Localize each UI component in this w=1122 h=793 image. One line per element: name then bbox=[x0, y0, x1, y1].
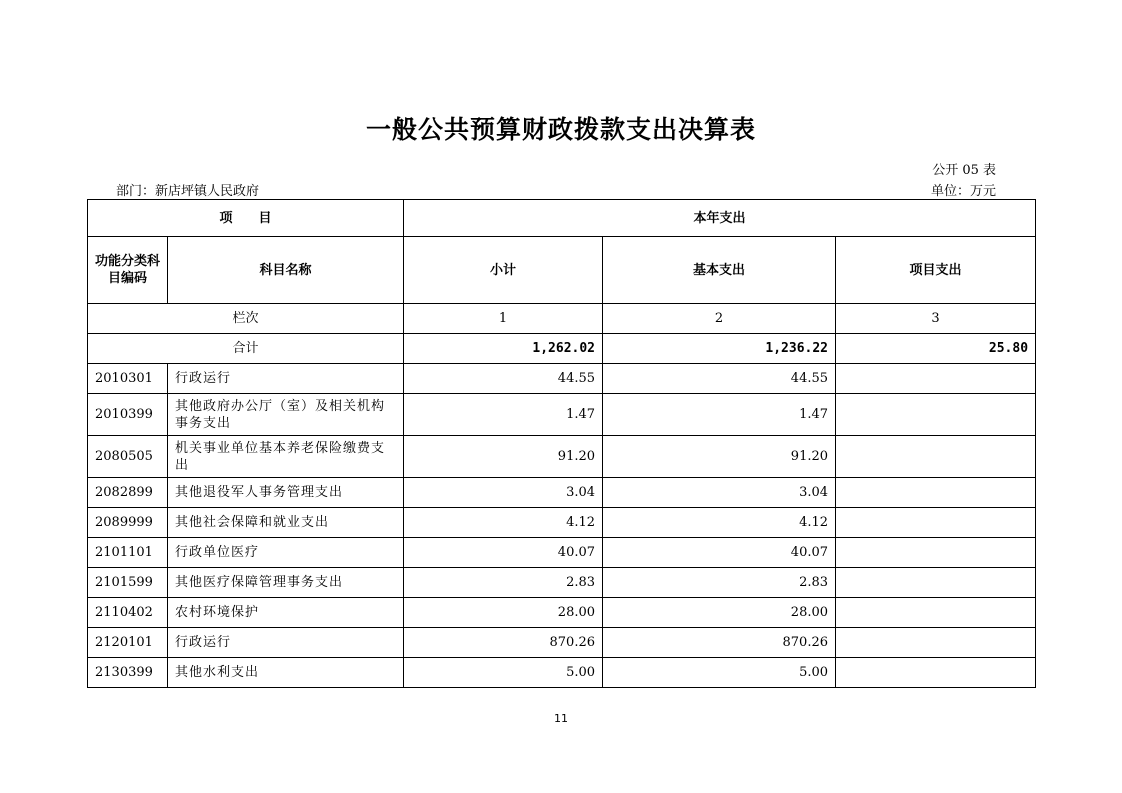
row-name: 行政单位医疗 bbox=[168, 538, 404, 568]
row-basic: 2.83 bbox=[603, 568, 836, 598]
row-subtotal: 2.83 bbox=[404, 568, 603, 598]
table-row bbox=[88, 628, 1036, 658]
row-subtotal: 1.47 bbox=[404, 394, 603, 436]
row-basic: 1.47 bbox=[603, 394, 836, 436]
table-row bbox=[88, 598, 1036, 628]
column-index-row bbox=[88, 304, 1036, 334]
row-code: 2110402 bbox=[88, 598, 168, 628]
row-code: 2080505 bbox=[88, 436, 168, 478]
row-code: 2101599 bbox=[88, 568, 168, 598]
row-project bbox=[836, 478, 1036, 508]
row-code: 2101101 bbox=[88, 538, 168, 568]
row-basic: 5.00 bbox=[603, 658, 836, 688]
header-item: 项 目 bbox=[88, 200, 404, 237]
row-subtotal: 870.26 bbox=[404, 628, 603, 658]
row-project bbox=[836, 568, 1036, 598]
row-project bbox=[836, 628, 1036, 658]
total-label: 合计 bbox=[88, 334, 404, 364]
page-title: 一般公共预算财政拨款支出决算表 bbox=[365, 115, 756, 144]
row-project bbox=[836, 508, 1036, 538]
row-project bbox=[836, 598, 1036, 628]
table-row bbox=[88, 568, 1036, 598]
total-row bbox=[88, 334, 1036, 364]
total-basic: 1,236.22 bbox=[603, 334, 836, 364]
row-code: 2089999 bbox=[88, 508, 168, 538]
column-index-1: 1 bbox=[404, 304, 603, 334]
header-row-1 bbox=[88, 200, 1036, 237]
row-basic: 40.07 bbox=[603, 538, 836, 568]
row-name: 其他水利支出 bbox=[168, 658, 404, 688]
row-code: 2130399 bbox=[88, 658, 168, 688]
table-row bbox=[88, 478, 1036, 508]
header-current-year: 本年支出 bbox=[404, 200, 1036, 237]
table-row bbox=[88, 508, 1036, 538]
header-subtotal: 小计 bbox=[404, 237, 603, 304]
header-code: 功能分类科目编码 bbox=[88, 237, 168, 304]
row-name: 行政运行 bbox=[168, 364, 404, 394]
row-project bbox=[836, 394, 1036, 436]
department-label: 部门：新店坪镇人民政府 bbox=[116, 184, 260, 199]
total-subtotal: 1,262.02 bbox=[404, 334, 603, 364]
column-index-2: 2 bbox=[603, 304, 836, 334]
row-project bbox=[836, 436, 1036, 478]
table-row bbox=[88, 436, 1036, 478]
header-basic: 基本支出 bbox=[603, 237, 836, 304]
row-name: 行政运行 bbox=[168, 628, 404, 658]
row-subtotal: 40.07 bbox=[404, 538, 603, 568]
row-name: 其他政府办公厅（室）及相关机构事务支出 bbox=[168, 394, 404, 436]
row-subtotal: 3.04 bbox=[404, 478, 603, 508]
row-name: 农村环境保护 bbox=[168, 598, 404, 628]
row-code: 2010301 bbox=[88, 364, 168, 394]
table-row bbox=[88, 658, 1036, 688]
row-basic: 91.20 bbox=[603, 436, 836, 478]
row-subtotal: 44.55 bbox=[404, 364, 603, 394]
total-project: 25.80 bbox=[836, 334, 1036, 364]
row-code: 2010399 bbox=[88, 394, 168, 436]
row-code: 2082899 bbox=[88, 478, 168, 508]
row-basic: 44.55 bbox=[603, 364, 836, 394]
row-project bbox=[836, 538, 1036, 568]
table-row bbox=[88, 538, 1036, 568]
row-basic: 870.26 bbox=[603, 628, 836, 658]
row-name: 机关事业单位基本养老保险缴费支出 bbox=[168, 436, 404, 478]
table-row bbox=[88, 364, 1036, 394]
row-name: 其他退役军人事务管理支出 bbox=[168, 478, 404, 508]
row-basic: 3.04 bbox=[603, 478, 836, 508]
row-subtotal: 28.00 bbox=[404, 598, 603, 628]
page-number: 11 bbox=[554, 712, 568, 725]
row-name: 其他社会保障和就业支出 bbox=[168, 508, 404, 538]
row-subtotal: 5.00 bbox=[404, 658, 603, 688]
row-basic: 4.12 bbox=[603, 508, 836, 538]
row-project bbox=[836, 364, 1036, 394]
column-index-3: 3 bbox=[836, 304, 1036, 334]
row-basic: 28.00 bbox=[603, 598, 836, 628]
table-row bbox=[88, 394, 1036, 436]
row-project bbox=[836, 658, 1036, 688]
header-row-2 bbox=[88, 237, 1036, 304]
row-subtotal: 4.12 bbox=[404, 508, 603, 538]
column-index-label: 栏次 bbox=[88, 304, 404, 334]
budget-table bbox=[87, 199, 1036, 688]
form-id: 公开 05 表 bbox=[932, 163, 996, 178]
unit-label: 单位：万元 bbox=[930, 184, 996, 199]
row-name: 其他医疗保障管理事务支出 bbox=[168, 568, 404, 598]
header-project: 项目支出 bbox=[836, 237, 1036, 304]
header-name: 科目名称 bbox=[168, 237, 404, 304]
row-code: 2120101 bbox=[88, 628, 168, 658]
row-subtotal: 91.20 bbox=[404, 436, 603, 478]
